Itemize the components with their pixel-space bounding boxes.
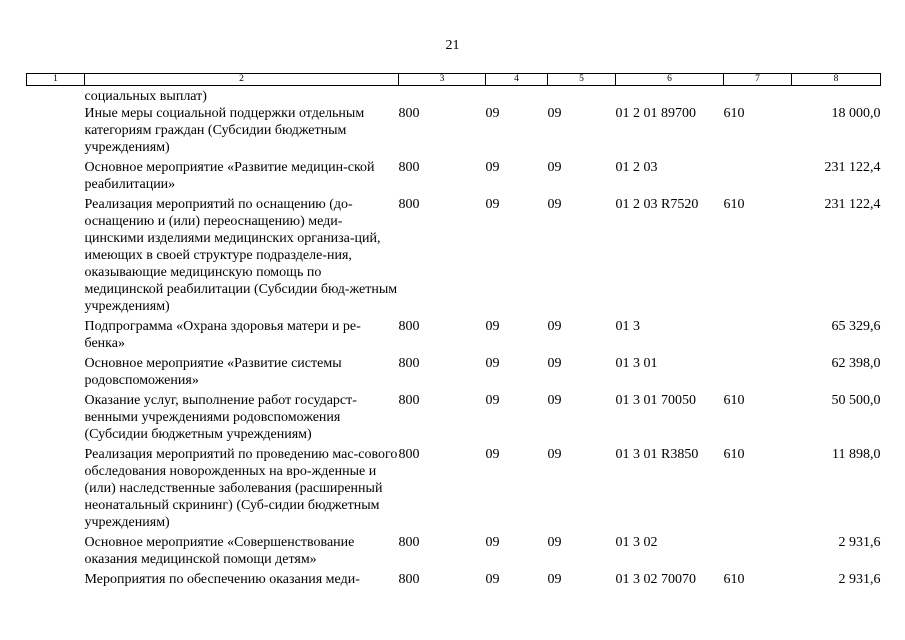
budget-table bbox=[26, 73, 881, 588]
table-row bbox=[27, 315, 881, 352]
row-rz: 09 bbox=[485, 393, 500, 408]
row-rz: 09 bbox=[485, 197, 500, 212]
row-csr: 01 3 01 R3850 bbox=[615, 447, 699, 462]
row-pr: 09 bbox=[547, 356, 562, 371]
row-ved: 800 bbox=[398, 106, 420, 121]
row-vr bbox=[724, 156, 792, 193]
row-csr: 01 2 03 R7520 bbox=[615, 197, 699, 212]
row-pr: 09 bbox=[547, 572, 562, 587]
column-number: 3 bbox=[399, 74, 486, 86]
column-number: 2 bbox=[85, 74, 399, 86]
row-pr: 09 bbox=[547, 160, 562, 175]
row-ved: 800 bbox=[398, 356, 420, 371]
row-amount: 50 500,0 bbox=[831, 393, 881, 408]
row-name: Основное мероприятие «Развитие системы родовспоможения» bbox=[84, 356, 342, 388]
row-csr bbox=[616, 86, 724, 106]
row-name: Основное мероприятие «Развитие медицин-ской реабилитации» bbox=[84, 160, 375, 192]
row-ved: 800 bbox=[398, 447, 420, 462]
row-ved: 800 bbox=[398, 393, 420, 408]
row-amount: 231 122,4 bbox=[824, 160, 881, 175]
row-vr: 610 bbox=[723, 572, 745, 587]
table-row bbox=[27, 568, 881, 588]
row-csr: 01 2 01 89700 bbox=[615, 106, 696, 121]
row-rz: 09 bbox=[485, 106, 500, 121]
row-name: Основное мероприятие «Совершенствование оказания медицинской помощи детям» bbox=[84, 535, 355, 567]
row-vr bbox=[724, 86, 792, 106]
row-pr: 09 bbox=[547, 535, 562, 550]
column-number: 7 bbox=[724, 74, 792, 86]
row-csr: 01 3 01 70050 bbox=[615, 393, 696, 408]
column-number: 1 bbox=[27, 74, 85, 86]
row-amount: 231 122,4 bbox=[824, 197, 881, 212]
column-number-row bbox=[27, 74, 881, 86]
row-ved: 800 bbox=[398, 572, 420, 587]
row-pr: 09 bbox=[547, 319, 562, 334]
table-row bbox=[27, 193, 881, 315]
row-pr: 09 bbox=[547, 106, 562, 121]
table-row bbox=[27, 105, 881, 156]
row-csr: 01 3 bbox=[615, 319, 640, 334]
row-csr: 01 3 01 bbox=[615, 356, 658, 371]
row-rz: 09 bbox=[485, 160, 500, 175]
row-name: Реализация мероприятий по проведению мас-сового обследования новорожденных на вро-жденные и (или) наследственные заболевания (расширенный неонатальный скрининг) (Суб-сидии бюджетным учреждениям) bbox=[84, 447, 398, 530]
row-vr: 610 bbox=[723, 106, 745, 121]
column-number: 8 bbox=[792, 74, 881, 86]
table-row bbox=[27, 389, 881, 443]
row-pr: 09 bbox=[547, 393, 562, 408]
table-row bbox=[27, 86, 881, 106]
row-name: Иные меры социальной подцержки отдельным категориям граждан (Субсидии бюджетным учреждениям) bbox=[84, 106, 365, 155]
row-name: Реализация мероприятий по оснащению (до-оснащению и (или) переоснащению) меди-цинскими изделиями медицинских организа-ций, имеющих в своей структуре подразделе-ния, оказывающие медицинскую помощь по медицинской реабилитации (Субсидии бюд-жетным учреждениям) bbox=[84, 197, 398, 314]
row-pr bbox=[548, 86, 616, 106]
row-name: социальных выплат) bbox=[84, 89, 207, 104]
page-number: 21 bbox=[445, 38, 460, 53]
table-row bbox=[27, 531, 881, 568]
row-amount bbox=[792, 86, 881, 106]
row-vr bbox=[724, 352, 792, 389]
table-row bbox=[27, 352, 881, 389]
column-number: 5 bbox=[548, 74, 616, 86]
row-amount: 62 398,0 bbox=[831, 356, 881, 371]
table-row bbox=[27, 443, 881, 531]
row-csr: 01 3 02 bbox=[615, 535, 658, 550]
row-rz bbox=[486, 86, 548, 106]
column-number: 4 bbox=[486, 74, 548, 86]
row-vr: 610 bbox=[723, 393, 745, 408]
row-rz: 09 bbox=[485, 319, 500, 334]
row-csr: 01 3 02 70070 bbox=[615, 572, 696, 587]
row-vr: 610 bbox=[723, 197, 745, 212]
row-vr bbox=[724, 531, 792, 568]
row-ved: 800 bbox=[398, 319, 420, 334]
row-amount: 11 898,0 bbox=[832, 447, 881, 462]
row-amount: 18 000,0 bbox=[831, 106, 881, 121]
row-rz: 09 bbox=[485, 356, 500, 371]
row-ved: 800 bbox=[398, 197, 420, 212]
row-amount: 2 931,6 bbox=[838, 572, 881, 587]
row-ved: 800 bbox=[398, 160, 420, 175]
row-csr: 01 2 03 bbox=[615, 160, 658, 175]
row-rz: 09 bbox=[485, 447, 500, 462]
row-ved: 800 bbox=[398, 535, 420, 550]
row-amount: 65 329,6 bbox=[831, 319, 881, 334]
row-name: Оказание услуг, выполнение работ государст-венными учреждениями родовспоможения (Субсидии бюджетным учреждениям) bbox=[84, 393, 357, 442]
row-ved bbox=[399, 86, 486, 106]
row-name: Подпрограмма «Охрана здоровья матери и ре-бенка» bbox=[84, 319, 361, 351]
row-vr bbox=[724, 315, 792, 352]
row-vr: 610 bbox=[723, 447, 745, 462]
column-number: 6 bbox=[616, 74, 724, 86]
row-rz: 09 bbox=[485, 535, 500, 550]
table-row bbox=[27, 156, 881, 193]
row-rz: 09 bbox=[485, 572, 500, 587]
row-amount: 2 931,6 bbox=[838, 535, 881, 550]
row-name: Мероприятия по обеспечению оказания меди- bbox=[84, 572, 360, 587]
row-pr: 09 bbox=[547, 197, 562, 212]
row-pr: 09 bbox=[547, 447, 562, 462]
